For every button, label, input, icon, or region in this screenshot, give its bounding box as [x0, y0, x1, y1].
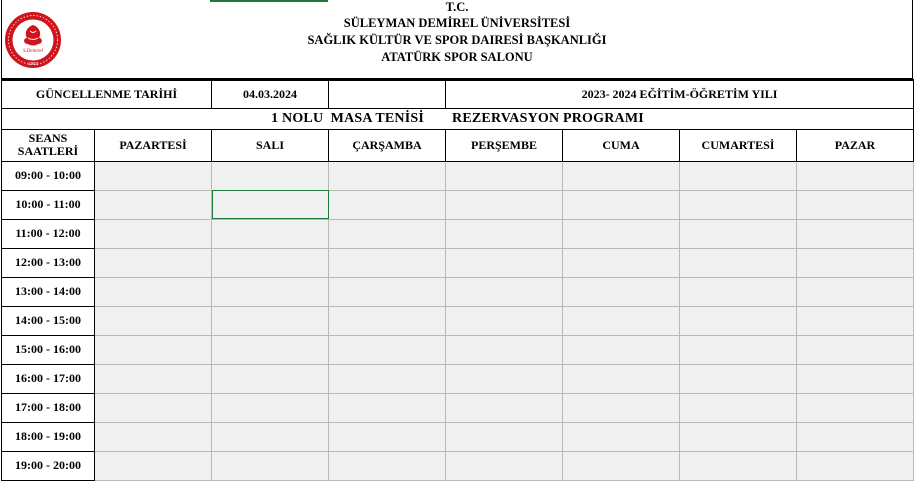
- reservation-cell[interactable]: [680, 161, 797, 190]
- table-name: 1 NOLU MASA TENİSİ: [271, 110, 425, 126]
- reservation-cell[interactable]: [446, 422, 563, 451]
- reservation-cell[interactable]: [212, 451, 329, 480]
- reservation-cell[interactable]: [680, 277, 797, 306]
- time-slot-row: [2, 277, 914, 306]
- reservation-cell[interactable]: [680, 219, 797, 248]
- reservation-cell[interactable]: [446, 451, 563, 480]
- reservation-cell[interactable]: [212, 422, 329, 451]
- time-slot-label: 09:00 - 10:00: [2, 161, 95, 190]
- document-header: [1, 0, 913, 79]
- reservation-cell[interactable]: [797, 422, 914, 451]
- update-date-value[interactable]: 04.03.2024: [212, 80, 329, 108]
- reservation-cell[interactable]: [563, 161, 680, 190]
- reservation-cell[interactable]: [446, 161, 563, 190]
- header-line-department: SAĞLIK KÜLTÜR VE SPOR DAIRESİ BAŞKANLIĞI: [307, 33, 607, 47]
- day-header: SALI: [212, 129, 329, 161]
- reservation-cell[interactable]: [95, 393, 212, 422]
- reservation-cell[interactable]: [563, 393, 680, 422]
- reservation-cell[interactable]: [329, 161, 446, 190]
- update-date-label: GÜNCELLENME TARİHİ: [2, 80, 212, 108]
- day-header-row: [2, 129, 914, 161]
- reservation-cell[interactable]: [329, 422, 446, 451]
- reservation-cell[interactable]: [680, 422, 797, 451]
- reservation-cell[interactable]: [563, 219, 680, 248]
- time-slot-row: [2, 335, 914, 364]
- time-slot-row: [2, 190, 914, 219]
- reservation-cell[interactable]: [212, 248, 329, 277]
- time-slot-row: [2, 219, 914, 248]
- reservation-cell[interactable]: [680, 451, 797, 480]
- reservation-cell[interactable]: [329, 277, 446, 306]
- program-title: [2, 108, 914, 129]
- reservation-cell[interactable]: [563, 190, 680, 219]
- reservation-cell[interactable]: [329, 364, 446, 393]
- time-slot-row: [2, 248, 914, 277]
- empty-info-cell[interactable]: [329, 80, 446, 108]
- reservation-cell[interactable]: [563, 335, 680, 364]
- reservation-cell[interactable]: [680, 364, 797, 393]
- day-header: ÇARŞAMBA: [329, 129, 446, 161]
- time-slot-label: 16:00 - 17:00: [2, 364, 95, 393]
- reservation-cell[interactable]: [680, 190, 797, 219]
- time-slot-row: [2, 306, 914, 335]
- header-line-venue: ATATÜRK SPOR SALONU: [381, 50, 533, 64]
- day-header: PERŞEMBE: [446, 129, 563, 161]
- header-line-university: SÜLEYMAN DEMİREL ÜNİVERSİTESİ: [343, 16, 571, 30]
- time-slot-label: 18:00 - 19:00: [2, 422, 95, 451]
- session-header-line2: SAATLERİ: [17, 144, 79, 158]
- reservation-cell[interactable]: [95, 248, 212, 277]
- reservation-cell[interactable]: [446, 277, 563, 306]
- reservation-cell[interactable]: [329, 335, 446, 364]
- reservation-cell[interactable]: [212, 306, 329, 335]
- time-slot-row: [2, 422, 914, 451]
- time-slot-label: 10:00 - 11:00: [2, 190, 95, 219]
- reservation-cell[interactable]: [446, 335, 563, 364]
- time-slot-row: [2, 161, 914, 190]
- reservation-cell[interactable]: [95, 364, 212, 393]
- session-header-line1: SEANS: [28, 131, 68, 145]
- reservation-cell[interactable]: [212, 364, 329, 393]
- reservation-cell[interactable]: [680, 393, 797, 422]
- reservation-cell[interactable]: [212, 393, 329, 422]
- reservation-cell[interactable]: [797, 248, 914, 277]
- time-slot-label: 12:00 - 13:00: [2, 248, 95, 277]
- reservation-cell[interactable]: [563, 451, 680, 480]
- reservation-cell[interactable]: [329, 393, 446, 422]
- reservation-cell[interactable]: [797, 219, 914, 248]
- session-hours-header: [2, 129, 95, 161]
- reservation-cell[interactable]: [680, 335, 797, 364]
- time-slot-row: [2, 393, 914, 422]
- reservation-cell[interactable]: [446, 306, 563, 335]
- info-row: [2, 80, 914, 108]
- reservation-cell[interactable]: [680, 306, 797, 335]
- reservation-table: [1, 79, 914, 481]
- time-slot-label: 14:00 - 15:00: [2, 306, 95, 335]
- reservation-cell[interactable]: [212, 335, 329, 364]
- day-header: CUMARTESİ: [680, 129, 797, 161]
- reservation-cell[interactable]: [797, 306, 914, 335]
- reservation-cell[interactable]: [797, 277, 914, 306]
- header-line-tc: T.C.: [445, 0, 469, 14]
- reservation-cell[interactable]: [329, 248, 446, 277]
- reservation-cell[interactable]: [95, 422, 212, 451]
- day-header: PAZARTESİ: [95, 129, 212, 161]
- time-slot-label: 17:00 - 18:00: [2, 393, 95, 422]
- time-slot-row: [2, 364, 914, 393]
- reservation-cell[interactable]: [95, 335, 212, 364]
- reservation-cell[interactable]: [329, 190, 446, 219]
- reservation-cell[interactable]: [797, 161, 914, 190]
- reservation-cell[interactable]: [329, 306, 446, 335]
- reservation-cell[interactable]: [95, 190, 212, 219]
- reservation-cell[interactable]: [212, 161, 329, 190]
- reservation-cell[interactable]: [797, 364, 914, 393]
- time-slot-label: 11:00 - 12:00: [2, 219, 95, 248]
- reservation-cell[interactable]: [797, 451, 914, 480]
- reservation-cell[interactable]: [212, 190, 329, 219]
- reservation-cell[interactable]: [797, 393, 914, 422]
- reservation-cell[interactable]: [95, 277, 212, 306]
- reservation-cell[interactable]: [329, 451, 446, 480]
- reservation-cell[interactable]: [563, 248, 680, 277]
- logo-year: 1992: [27, 61, 39, 66]
- program-name: REZERVASYON PROGRAMI: [452, 110, 644, 126]
- reservation-cell[interactable]: [95, 219, 212, 248]
- reservation-cell[interactable]: [563, 277, 680, 306]
- reservation-cell[interactable]: [563, 422, 680, 451]
- reservation-cell[interactable]: [329, 219, 446, 248]
- reservation-cell[interactable]: [446, 364, 563, 393]
- reservation-cell[interactable]: [446, 393, 563, 422]
- time-slot-label: 19:00 - 20:00: [2, 451, 95, 480]
- title-row: [2, 108, 914, 129]
- reservation-cell[interactable]: [212, 277, 329, 306]
- day-header: PAZAR: [797, 129, 914, 161]
- logo-signature: S.Demirel: [23, 49, 43, 54]
- reservation-cell[interactable]: [95, 306, 212, 335]
- reservation-cell[interactable]: [446, 248, 563, 277]
- time-slot-row: [2, 451, 914, 480]
- reservation-cell[interactable]: [680, 248, 797, 277]
- academic-year: 2023- 2024 EĞİTİM-ÖĞRETİM YILI: [446, 80, 914, 108]
- reservation-cell[interactable]: [446, 190, 563, 219]
- reservation-cell[interactable]: [212, 219, 329, 248]
- reservation-cell[interactable]: [797, 335, 914, 364]
- reservation-cell[interactable]: [446, 219, 563, 248]
- time-slot-label: 13:00 - 14:00: [2, 277, 95, 306]
- reservation-cell[interactable]: [563, 364, 680, 393]
- reservation-cell[interactable]: [95, 451, 212, 480]
- reservation-cell[interactable]: [797, 190, 914, 219]
- day-header: CUMA: [563, 129, 680, 161]
- reservation-cell[interactable]: [95, 161, 212, 190]
- time-slot-label: 15:00 - 16:00: [2, 335, 95, 364]
- reservation-cell[interactable]: [563, 306, 680, 335]
